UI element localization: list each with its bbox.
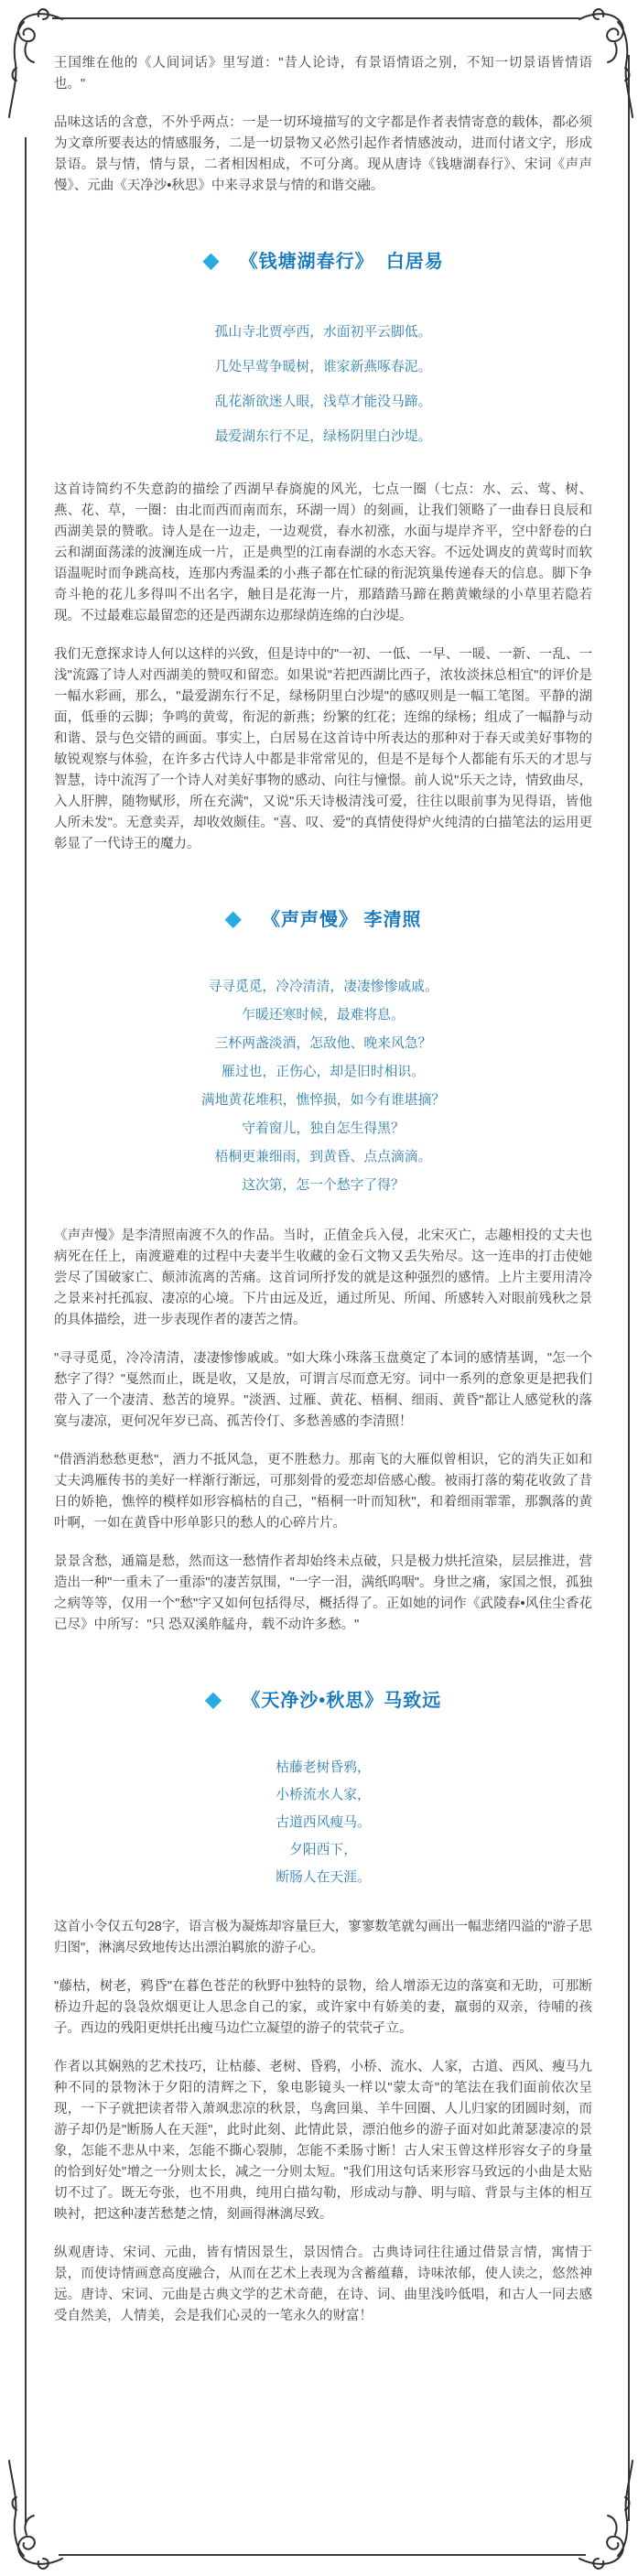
poem-line: 这次第，怎一个愁字了得？ [242, 1178, 405, 1193]
section-title: 《天净沙•秋思》马致远 [242, 1691, 442, 1711]
poem-line: 枯藤老树昏鸦， [276, 1760, 371, 1775]
poem-line: 寻寻觅觅，冷冷清清，凄凄惨惨戚戚。 [208, 980, 438, 994]
analysis-paragraph: "借酒消愁愁更愁"，酒力不抵风急，更不胜愁力。那南飞的大雁似曾相识，它的消失正如和丈夫鸿雁传书的美好一样渐行渐远，可那刻骨的爱恋却倍感心酸。被雨打落的菊花收敛了昔日的娇艳，憔悴的模样如形容槁枯的自己，"梧桐一叶而知秋"，和着细雨霏霏，那飘落的黄叶啊，一如在黄昏中形单影只的愁人的心碎片片。 [54, 1453, 592, 1531]
intro-paragraph: 品味这话的含意，不外乎两点：一是一切环境描写的文字都是作者表情寄意的载体，都必须为文章所要表达的情感服务，二是一切景物又必然引起作者情感波动，进而付诸文字，形成景语。景与情，情与景，二者相因相成，不可分离。现从唐诗《钱塘湖春行》、宋词《声声慢》、元曲《天净沙•秋思》中来寻求景与情的和谐交融。 [54, 115, 592, 193]
poem-line: 满地黄花堆积，憔悴损，如今有谁堪摘？ [200, 1093, 446, 1108]
analysis-paragraph: "藤枯，树老，鸦昏"在暮色苍茫的秋野中独特的景物，给人增添无边的落寞和无助，可那断桥边升起的袅袅炊烟更让人思念自己的家，或许家中有娇美的妻，羸弱的双亲，待哺的孩子。西边的残阳更烘托出瘦马边伫立凝望的游子的茕茕孑立。 [54, 1979, 592, 2036]
section-title: 《钱塘湖春行》 白居易 [239, 252, 444, 272]
intro-paragraph: 王国维在他的《人间词话》里写道："昔人论诗，有景语情语之别，不知一切景语皆情语也。" [54, 56, 592, 92]
diamond-icon: ◆ [202, 247, 220, 273]
section-title: 《声声慢》 李清照 [261, 910, 422, 930]
poem-line: 梧桐更兼细雨，到黄昏、点点滴滴。 [214, 1150, 432, 1164]
frame-right-line [628, 55, 630, 2521]
poem-line: 雁过也，正伤心，却是旧时相识。 [222, 1065, 425, 1079]
flourish-corner-icon [578, 2450, 636, 2571]
poem-qiantanghu [54, 315, 592, 454]
analysis-paragraph: 作者以其娴熟的艺术技巧，让枯藤、老树、昏鸦，小桥、流水、人家，古道、西风、瘦马九种不同的景物沐于夕阳的清辉之下，象电影镜头一样以"蒙太奇"的笔法在我们面前依次呈现，一下子就把读者带入萧飒悲凉的秋景，鸟禽回巢、羊牛回圈、人儿归家的团圆时刻，而游子却仍是"断肠人在天涯"，此时此刻、此情此景，漂泊他乡的游子面对如此萧瑟凄凉的景象，怎能不悲从中来，怎能不撕心裂肺，怎能不柔肠寸断！古人宋玉曾这样形容女子的身量的恰到好处"增之一分则太长，减之一分则太短。"我们用这句话来形容马致远的小曲是太贴切不过了。既无夸张，也不用典，纯用白描勾勒，形成动与静、明与暗、背景与主体的相互映衬，把这种凄苦愁楚之情，刻画得淋漓尽致。 [54, 2060, 592, 2222]
analysis-paragraph: 《声声慢》是李清照南渡不久的作品。当时，正值金兵入侵，北宋灭亡，志趣相投的丈夫也病死在任上，南渡避难的过程中夫妻半生收藏的金石文物又丢失殆尽。这一连串的打击使她尝尽了国破家亡、颠沛流离的苦痛。这首词所抒发的就是这种强烈的感情。上片主要用清冷之景来衬托孤寂、凄凉的心境。下片由远及近，通过所见、所闻、所感转入对眼前残秋之景的具体描绘，进一步表现作者的凄苦之情。 [54, 1228, 592, 1327]
poem-line: 断肠人在天涯。 [276, 1870, 371, 1885]
section-heading-tianjingsha [54, 1685, 592, 1712]
frame-bottom-line [59, 2554, 586, 2556]
poem-line: 乱花渐欲迷人眼，浅草才能没马蹄。 [214, 395, 432, 409]
poem-line: 夕阳西下， [289, 1843, 357, 1857]
conclusion-paragraph: 纵观唐诗、宋词、元曲，皆有情因景生，景因情合。古典诗词往往通过借景言情，寓情于景，而使诗情画意高度融合，从而在艺术上表现为含蓄蕴藉，诗味浓郁，使人读之，悠然神远。唐诗、宋词、元曲是古典文学的艺术奇葩，在诗、词、曲里浅吟低唱，和古人一同去感受自然美，人情美，会是我们心灵的一笔永久的财富！ [54, 2246, 592, 2323]
poem-line: 孤山寺北贾亭西，水面初平云脚低。 [214, 325, 432, 340]
diamond-icon: ◆ [224, 905, 242, 931]
analysis-paragraph: 这首小令仅五句28字，语言极为凝炼却容量巨大，寥寥数笔就勾画出一幅悲绪四溢的"游子思归图"，淋漓尽致地传达出漂泊羁旅的游子心。 [54, 1920, 592, 1955]
section-heading-shengshengman [54, 904, 592, 931]
diamond-icon: ◆ [204, 1686, 222, 1712]
poem-line: 小桥流水人家， [276, 1788, 371, 1802]
poem-line: 几处早莺争暖树，谁家新燕啄春泥。 [214, 360, 432, 374]
frame-left-line [25, 137, 27, 2525]
article-content [54, 53, 592, 2344]
analysis-paragraph: 我们无意探求诗人何以这样的兴致，但是诗中的"一初、一低、一早、一暖、一新、一乱、一浅"流露了诗人对西湖美的赞叹和留恋。如果说"若把西湖比西子，浓妆淡抹总相宜"的评价是一幅水彩画，那么，"最爱湖东行不足，绿杨阴里白沙堤"的感叹则是一幅工笔图。平静的湖面，低垂的云脚；争鸣的黄莺，衔泥的新燕；纷繁的红花；连绵的绿杨；组成了一幅静与动和谐、景与色交错的画面。事实上，白居易在这首诗中所表达的那种对于春天或美好事物的敏锐观察与体验，在许多古代诗人中都是非常常见的，但是不是每个人都能有乐天的才思与智慧，诗中流泻了一个诗人对美好事物的感动、向往与憧憬。前人说"乐天之诗，情致曲尽，入人肝脾，随物赋形，所在充满"，又说"乐天诗极清浅可爱，往往以眼前事为见得语，皆他人所未发"。无意卖弄，却收效颇佳。"喜、叹、爱"的真情使得炉火纯清的白描笔法的运用更彰显了一代诗王的魔力。 [54, 647, 592, 851]
flourish-corner-icon [5, 2450, 64, 2571]
poem-line: 最爱湖东行不足，绿杨阴里白沙堤。 [214, 429, 432, 444]
poem-line: 三杯两盏淡酒，怎敌他、晚来风急？ [214, 1036, 432, 1051]
frame-top-line [52, 17, 579, 19]
analysis-paragraph: "寻寻觅觅，冷冷清清，凄凄惨惨戚戚。"如大珠小珠落玉盘奠定了本词的感情基调，"怎一个愁字了得？"戛然而止，既是收，又是放，可谓言尽而意无穷。词中一系列的意象更是把我们带入了一个凄清、愁苦的境界。"淡酒、过雁、黄花、梧桐、细雨、黄昏"都让人感觉秋的落寞与凄凉，更何况年岁已高、孤苦伶仃、多愁善感的李清照！ [54, 1351, 592, 1429]
poem-line: 古道西风瘦马。 [276, 1815, 371, 1830]
poem-tianjingsha [54, 1754, 592, 1891]
analysis-paragraph: 景景含愁，通篇是愁，然而这一愁情作者却始终未点破，只是极力烘托渲染，层层推进，营造出一种"一重未了一重添"的凄苦氛围，"一字一泪，满纸呜咽"。身世之痛，家国之恨，孤独之病等等，仅用一个"愁"字又如何包括得尽，概括得了。正如她的词作《武陵春•风住尘香花已尽》中所写："只 恐双溪舴艋舟，载不动许多愁。" [54, 1554, 592, 1632]
poem-line: 守着窗儿，独自怎生得黑？ [242, 1121, 405, 1136]
section-heading-qiantanghu [54, 246, 592, 273]
poem-line: 乍暖还寒时候，最难将息。 [242, 1008, 405, 1023]
poem-shengshengman [54, 973, 592, 1200]
analysis-paragraph: 这首诗简约不失意韵的描绘了西湖早春旖旎的风光，七点一圈（七点：水、云、莺、树、燕、花、草，一圈：由北而西而南而东，环湖一周）的刻画，让我们领略了一曲春日良辰和西湖美景的赞歌。诗人是在一边走，一边观赏，春水初涨，水面与堤岸齐平，空中舒卷的白云和湖面荡漾的波澜连成一片，正是典型的江南春湖的水态天容。不远处调皮的黄莺时而软语温呢时而争跳高枝，连那内秀温柔的小燕子都在忙碌的衔泥筑巢传递春天的信息。脚下争奇斗艳的花儿多得叫不出名字，触目是花海一片，那踏踏马蹄在鹅黄嫩绿的小草里若隐若现。不过最难忘最留恋的还是西湖东边那绿荫连绵的白沙堤。 [54, 482, 592, 623]
